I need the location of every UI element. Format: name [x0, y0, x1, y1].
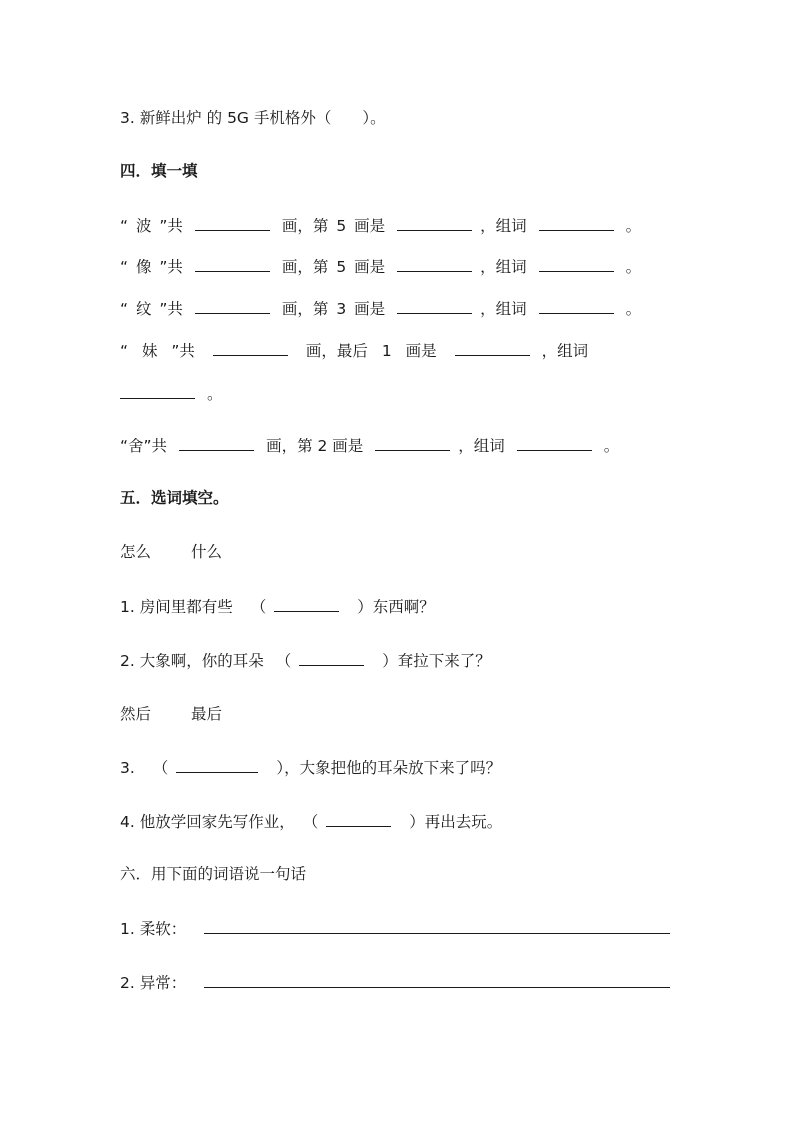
stroke-count-blank[interactable] [195, 298, 270, 314]
section-5-title: 五．选词填空。 [120, 489, 229, 507]
end-mark: 。 [625, 300, 642, 318]
section-4-title: 四．填一填 [120, 162, 198, 180]
stroke-blank[interactable] [455, 340, 530, 356]
word-options-b [120, 704, 222, 724]
word-options-a [120, 542, 222, 562]
item-label: 1. 柔软： [120, 920, 187, 938]
stroke-label: 画，第 3 画是 [281, 300, 386, 318]
answer-blank[interactable] [326, 811, 391, 827]
section-5-heading [120, 488, 229, 508]
end-mark: 。 [207, 385, 223, 403]
question-suffix: ）再出去玩。 [409, 813, 503, 831]
word-label: ，组词 [541, 342, 589, 360]
word-blank[interactable] [517, 435, 592, 451]
option-zuihou: 最后 [191, 705, 223, 723]
fill-row-mei [120, 340, 588, 361]
word-label: ，组词 [480, 217, 527, 235]
stroke-blank[interactable] [397, 298, 472, 314]
option-shenme: 什么 [191, 543, 223, 561]
end-mark: 。 [603, 437, 620, 455]
character-label: “ 波 ”共 [120, 217, 183, 235]
word-blank[interactable] [120, 383, 195, 399]
word-label: ，组词 [480, 258, 527, 276]
stroke-blank[interactable] [397, 215, 472, 231]
question-suffix: ），大象把他的耳朵放下来了吗？ [276, 759, 502, 777]
fill-row-xiang [120, 256, 641, 277]
stroke-label: 画，第 2 画是 [266, 437, 364, 455]
stroke-count-blank[interactable] [195, 215, 270, 231]
sentence-item-1 [120, 918, 670, 939]
word-blank[interactable] [539, 215, 614, 231]
fill-row-wen [120, 298, 641, 319]
question-prefix: 4. 他放学回家先写作业， [120, 813, 295, 831]
question-suffix: ）东西啊？ [357, 598, 435, 616]
open-paren: （ [152, 759, 169, 777]
section-6-heading [120, 864, 306, 884]
fill-question-3 [120, 757, 501, 778]
question-3-5g-phone [120, 108, 386, 128]
fill-question-4 [120, 811, 502, 832]
stroke-blank[interactable] [375, 435, 450, 451]
word-label: ，组词 [458, 437, 505, 455]
section-4-heading [120, 161, 198, 181]
fill-row-bo [120, 215, 641, 236]
stroke-count-blank[interactable] [179, 435, 254, 451]
question-prefix: 1. 房间里都有些 [120, 598, 233, 616]
fill-row-she [120, 435, 619, 456]
open-paren: （ [302, 813, 319, 831]
character-label: “ 像 ”共 [120, 258, 183, 276]
question-text: 3. 新鲜出炉 的 5G 手机格外（ ）。 [120, 109, 386, 127]
stroke-count-blank[interactable] [195, 256, 270, 272]
question-suffix: ）耷拉下来了？ [382, 652, 491, 670]
stroke-label: 画，第 5 画是 [281, 258, 386, 276]
stroke-blank[interactable] [397, 256, 472, 272]
question-prefix: 3. [120, 759, 135, 777]
stroke-label: 画，最后 1 画是 [305, 342, 437, 360]
fill-question-1 [120, 596, 435, 617]
open-paren: （ [250, 598, 267, 616]
answer-blank[interactable] [274, 596, 339, 612]
stroke-label: 画，第 5 画是 [281, 217, 386, 235]
section-6-title: 六．用下面的词语说一句话 [120, 865, 307, 883]
answer-blank[interactable] [176, 757, 258, 773]
end-mark: 。 [625, 258, 642, 276]
fill-row-mei-continued [120, 383, 223, 404]
character-label: “舍”共 [120, 437, 168, 455]
character-label: “ 妹 ”共 [120, 342, 195, 360]
sentence-item-2 [120, 972, 670, 993]
question-prefix: 2. 大象啊，你的耳朵 [120, 652, 264, 670]
sentence-answer-line[interactable] [204, 972, 670, 988]
character-label: “ 纹 ”共 [120, 300, 183, 318]
word-label: ，组词 [480, 300, 527, 318]
option-ranhou: 然后 [120, 705, 152, 723]
item-label: 2. 异常： [120, 974, 187, 992]
end-mark: 。 [625, 217, 642, 235]
open-paren: （ [275, 652, 292, 670]
word-blank[interactable] [539, 256, 614, 272]
option-zenme: 怎么 [120, 543, 152, 561]
stroke-count-blank[interactable] [213, 340, 288, 356]
word-blank[interactable] [539, 298, 614, 314]
fill-question-2 [120, 650, 491, 671]
sentence-answer-line[interactable] [204, 918, 670, 934]
answer-blank[interactable] [299, 650, 364, 666]
